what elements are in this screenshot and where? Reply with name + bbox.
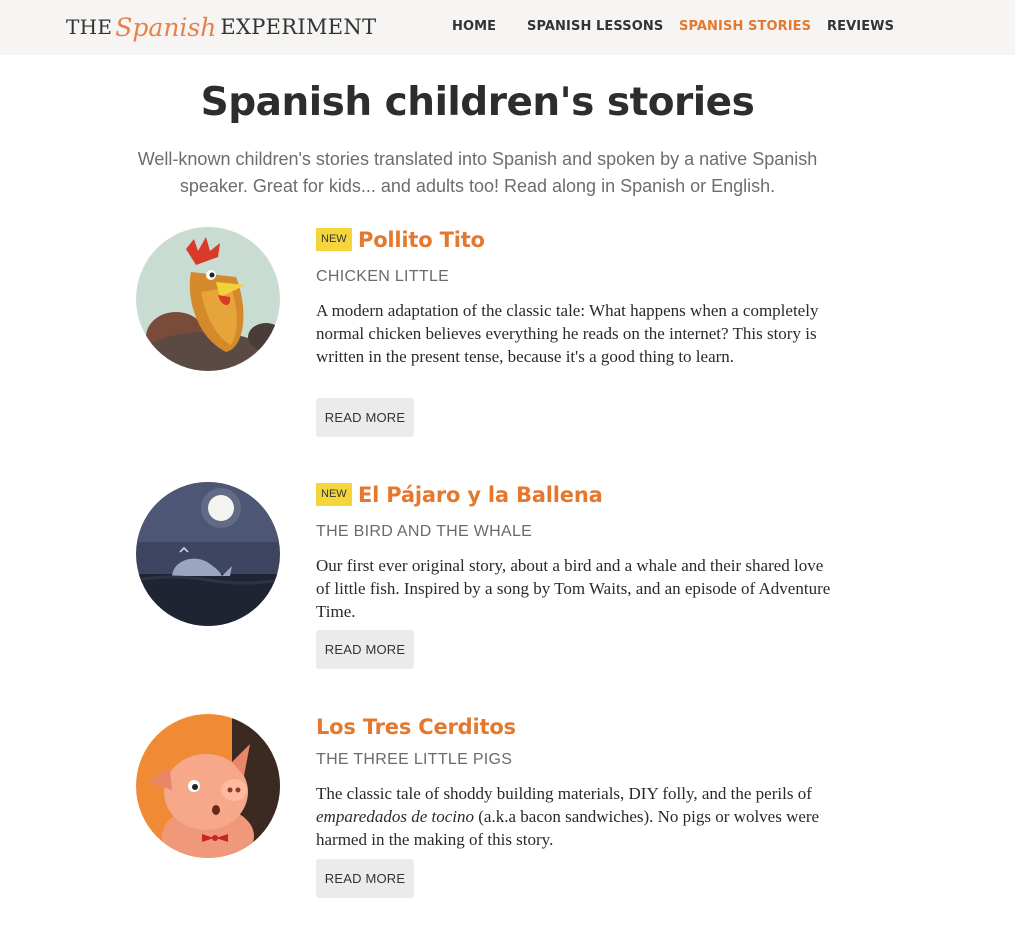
nav-reviews[interactable]: REVIEWS xyxy=(827,19,895,34)
description-text: (a.k.a bacon sandwiches). No pigs or wolves were harmed in the making of this story. xyxy=(316,807,820,849)
pig-illustration xyxy=(136,714,280,858)
page-intro: Well-known children's stories translated into Spanish and spoken by a native Spanish speaker. Great for kids... and adults too! Read along in Spanish or English. xyxy=(137,149,818,196)
nav-spanish-stories[interactable]: SPANISH STORIES xyxy=(679,19,812,34)
new-badge: NEW xyxy=(316,228,352,251)
story-subtitle: THE THREE LITTLE PIGS xyxy=(316,751,513,768)
story-subtitle: CHICKEN LITTLE xyxy=(316,268,450,285)
story-title-los-tres-cerditos[interactable]: Los Tres Cerditos xyxy=(316,715,516,739)
read-more-button[interactable]: READ MORE xyxy=(316,630,414,669)
read-more-button[interactable]: READ MORE xyxy=(316,859,414,898)
description-text: The classic tale of shoddy building materials, DIY folly, and the perils of xyxy=(316,784,812,803)
site-logo[interactable] xyxy=(66,11,376,43)
chicken-illustration xyxy=(136,227,280,371)
story-thumbnail-whale[interactable] xyxy=(136,482,280,626)
new-badge: NEW xyxy=(316,483,352,506)
story-thumbnail-chicken[interactable] xyxy=(136,227,280,371)
story-description: A modern adaptation of the classic tale: What happens when a completely normal chicken believes everything he reads on the internet? This story is written in the present tense, because it's a good thing to learn. xyxy=(316,301,819,366)
description-italic-text: emparedados de tocino xyxy=(316,807,475,826)
whale-moon-illustration xyxy=(136,482,280,626)
nav-home[interactable]: HOME xyxy=(452,19,497,34)
story-title-el-pajaro-y-la-ballena[interactable]: El Pájaro y la Ballena xyxy=(358,483,603,507)
story-title-pollito-tito[interactable]: Pollito Tito xyxy=(358,228,485,252)
story-thumbnail-pig[interactable] xyxy=(136,714,280,858)
logo-word-spanish: Spanish xyxy=(115,12,217,42)
page-title: Spanish children's stories xyxy=(200,80,755,125)
read-more-button[interactable]: READ MORE xyxy=(316,398,414,437)
story-description xyxy=(316,782,838,851)
story-description: Our first ever original story, about a bird and a whale and their shared love of little fish. Inspired by a song by Tom Waits, and an episode of Adventure Time. xyxy=(316,556,831,621)
logo-word-the: THE xyxy=(66,15,113,39)
logo-word-experiment: EXPERIMENT xyxy=(220,15,377,39)
nav-spanish-lessons[interactable]: SPANISH LESSONS xyxy=(527,19,664,34)
story-subtitle: THE BIRD AND THE WHALE xyxy=(316,523,533,540)
top-navigation-bar xyxy=(0,0,1015,55)
